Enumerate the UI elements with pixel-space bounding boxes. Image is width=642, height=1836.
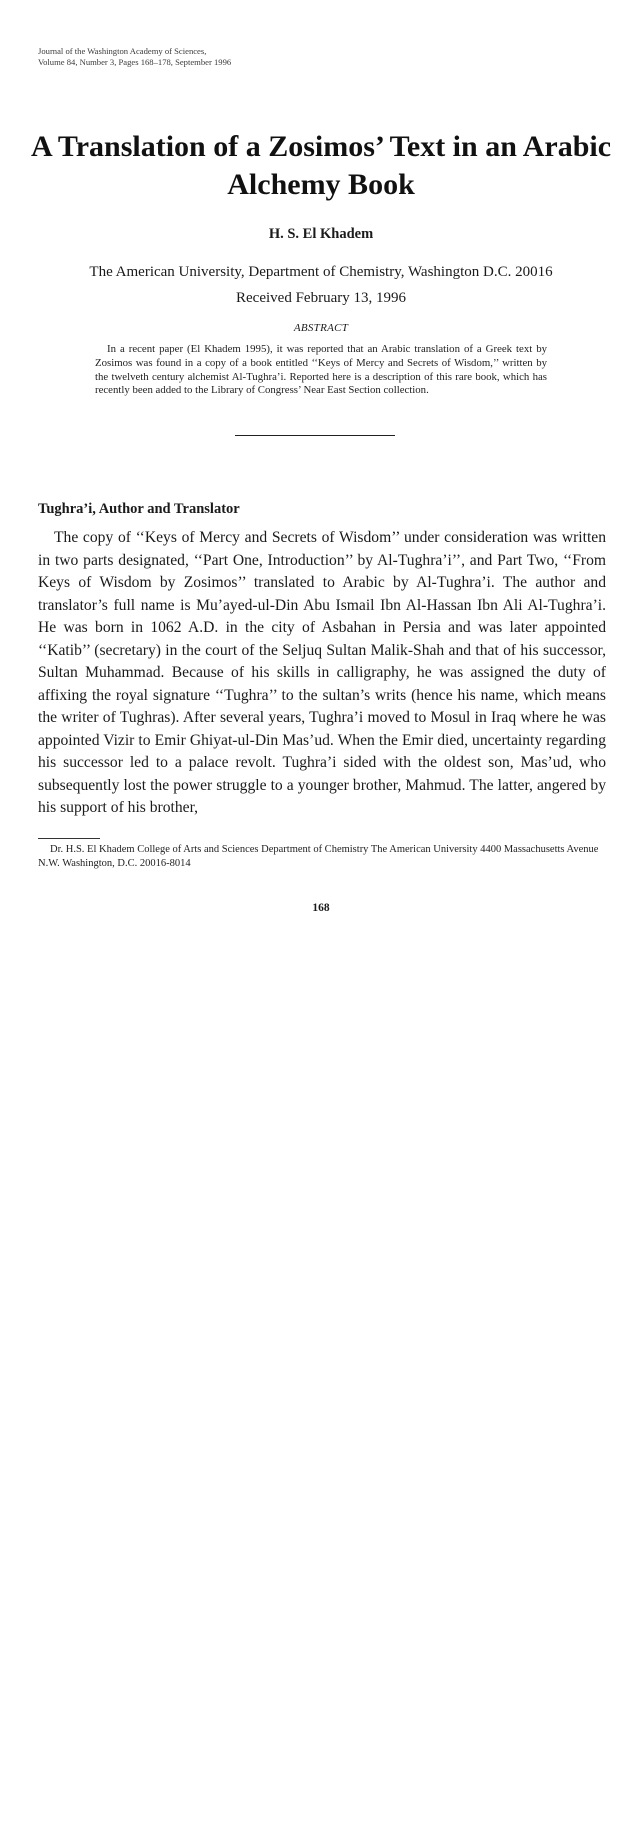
section-heading: Tughra’i, Author and Translator <box>38 501 240 517</box>
abstract-text: In a recent paper (El Khadem 1995), it was reported that an Arabic translation of a Greek text by Zosimos was found in a copy of a book entitled ‘‘Keys of Mercy and Secrets of Wisdom,’’ written by the twelveth century alchemist Al-Tughra’i. Reported here is a description of this rare book, which has recently been added to the Library of Congress’ Near East Section collection. <box>95 343 547 397</box>
article-author: H. S. El Khadem <box>268 226 374 242</box>
abstract-heading: ABSTRACT <box>293 322 349 334</box>
received-date: Received February 13, 1996 <box>236 290 406 306</box>
body-paragraph: The copy of ‘‘Keys of Mercy and Secrets of Wisdom’’ under consideration was written in two parts designated, ‘‘Part One, Introduction’’ by Al-Tughra’i’’, and Part Two, ‘‘From Keys of Wisdom by Zosimos’’ translated to Arabic by Al-Tughra’i. The author and translator’s full name is Mu’ayed-ul-Din Abu Ismail Ibn Al-Hassan Ibn Ali Al-Tughra’i. He was born in 1062 A.D. in the city of Asbahan in Persia and was later appointed ‘‘Katib’’ (secretary) in the court of the Seljuq Sultan Malik-Shah and that of his successor, Sultan Muhammad. Because of his skills in calligraphy, he was assigned the duty of affixing the royal signature ‘‘Tughra’’ to the sultan’s writs (hence his name, which means the writer of Tughras). After several years, Tughra’i moved to Mosul in Iraq where he was appointed Vizir to Emir Ghiyat-ul-Din Mas’ud. When the Emir died, uncertainty regarding his successor led to a palace revolt. Tughra’i sided with the oldest son, Mas’ud, who subsequently lost the power struggle to a younger brother, Mahmud. The latter, angered by his support of his brother, <box>38 529 606 816</box>
author-affiliation-block <box>0 259 642 311</box>
section-divider <box>235 435 395 436</box>
footnote-rule <box>38 838 100 839</box>
author-affiliation: The American University, Department of Chemistry, Washington D.C. 20016 <box>89 264 553 280</box>
page-number: 168 <box>312 902 330 914</box>
author-footnote: Dr. H.S. El Khadem College of Arts and Sciences Department of Chemistry The American University 4400 Massachusetts Avenue N.W. Washington, D.C. 20016-8014 <box>38 844 599 869</box>
article-title: A Translation of a Zosimos’ Text in an Arabic Alchemy Book <box>30 130 612 201</box>
journal-citation <box>38 46 231 68</box>
journal-citation-line-2: Volume 84, Number 3, Pages 168–178, September 1996 <box>38 57 232 67</box>
journal-citation-line-1: Journal of the Washington Academy of Sciences, <box>38 46 207 56</box>
